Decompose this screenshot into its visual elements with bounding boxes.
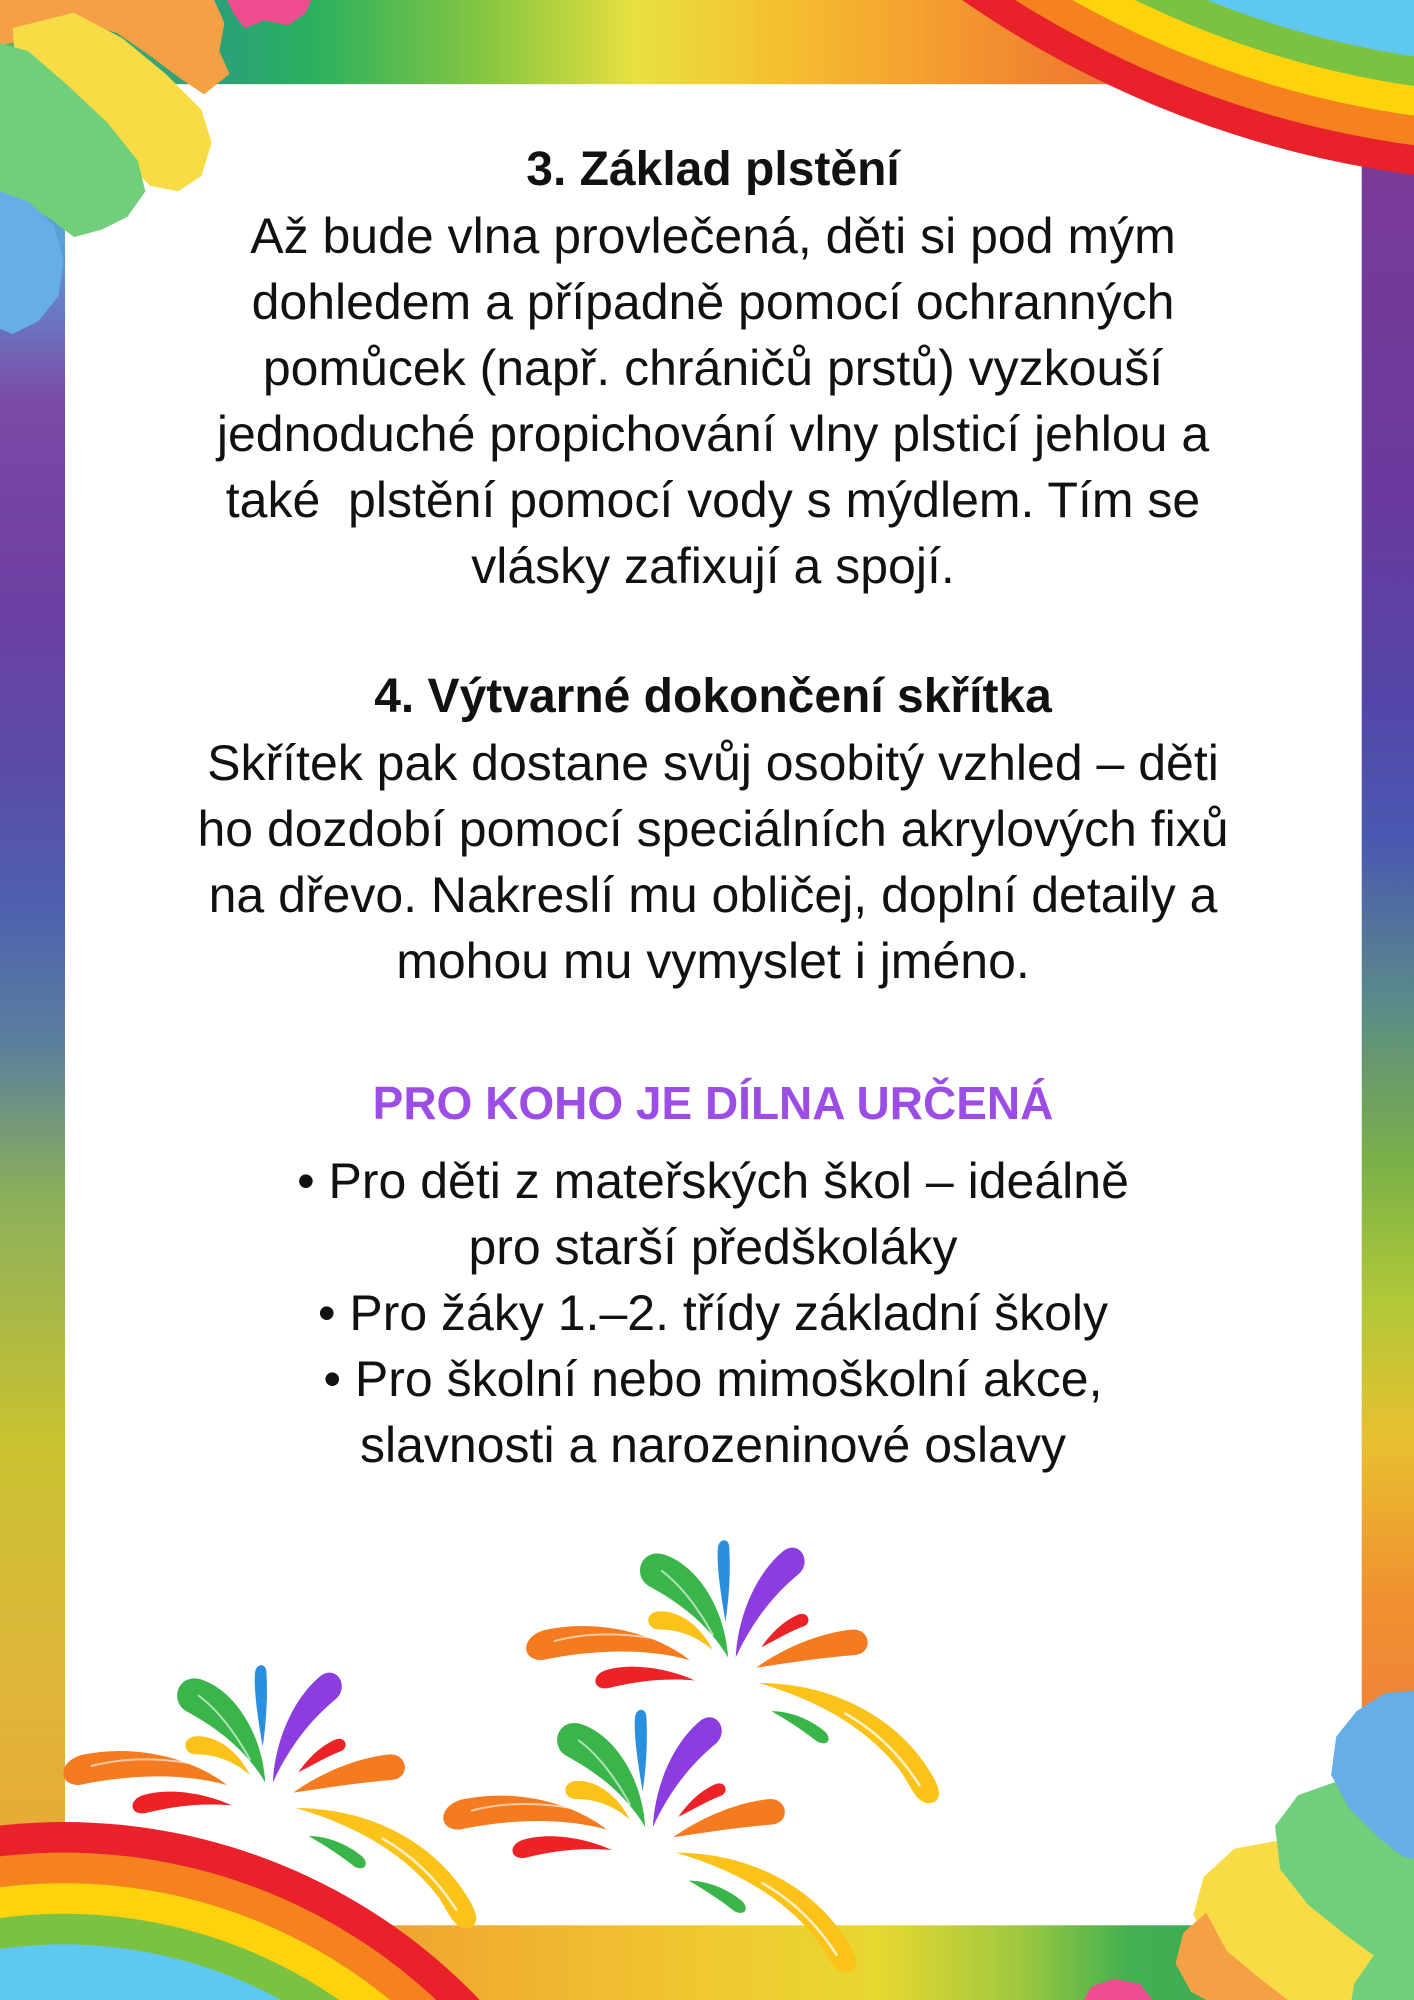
- section-3-line: pomůcek (např. chráničů prstů) vyzkouší: [262, 340, 1164, 396]
- section-4-line: ho dozdobí pomocí speciálních akrylových fixů: [197, 801, 1229, 857]
- section-4-line: mohou mu vymyslet i jméno.: [396, 933, 1030, 989]
- section-4-heading: 4. Výtvarné dokončení skřítka: [374, 670, 1052, 723]
- audience-list-item: • Pro děti z mateřských škol – ideálně: [297, 1153, 1129, 1209]
- audience-list-item: • Pro žáky 1.–2. třídy základní školy: [317, 1285, 1109, 1341]
- audience-list-item-continuation: slavnosti a narozeninové oslavy: [360, 1417, 1066, 1473]
- audience-list: [64, 1148, 1362, 1478]
- section-3-line: také plstění pomocí vody s mýdlem. Tím se: [225, 472, 1201, 528]
- audience-list-item: • Pro školní nebo mimoškolní akce,: [323, 1351, 1103, 1407]
- section-art-finishing: [64, 664, 1362, 994]
- section-3-line: Až bude vlna provlečená, děti si pod mým: [250, 208, 1176, 264]
- section-3-heading: 3. Základ plstění: [526, 143, 900, 196]
- section-3-line: dohledem a případně pomocí ochranných: [251, 274, 1175, 330]
- audience-list-item-continuation: pro starší předškoláky: [468, 1219, 958, 1275]
- section-felting-basics: [64, 137, 1362, 599]
- audience-heading: PRO KOHO JE DÍLNA URČENÁ: [372, 1077, 1054, 1129]
- section-3-line: vlásky zafixují a spojí.: [471, 538, 955, 594]
- section-4-line: na dřevo. Nakreslí mu obličej, doplní detaily a: [208, 867, 1218, 923]
- section-audience: [64, 1070, 1362, 1478]
- section-3-line: jednoduché propichování vlny plsticí jehlou a: [216, 406, 1210, 462]
- section-4-line: Skřítek pak dostane svůj osobitý vzhled – děti: [207, 735, 1219, 791]
